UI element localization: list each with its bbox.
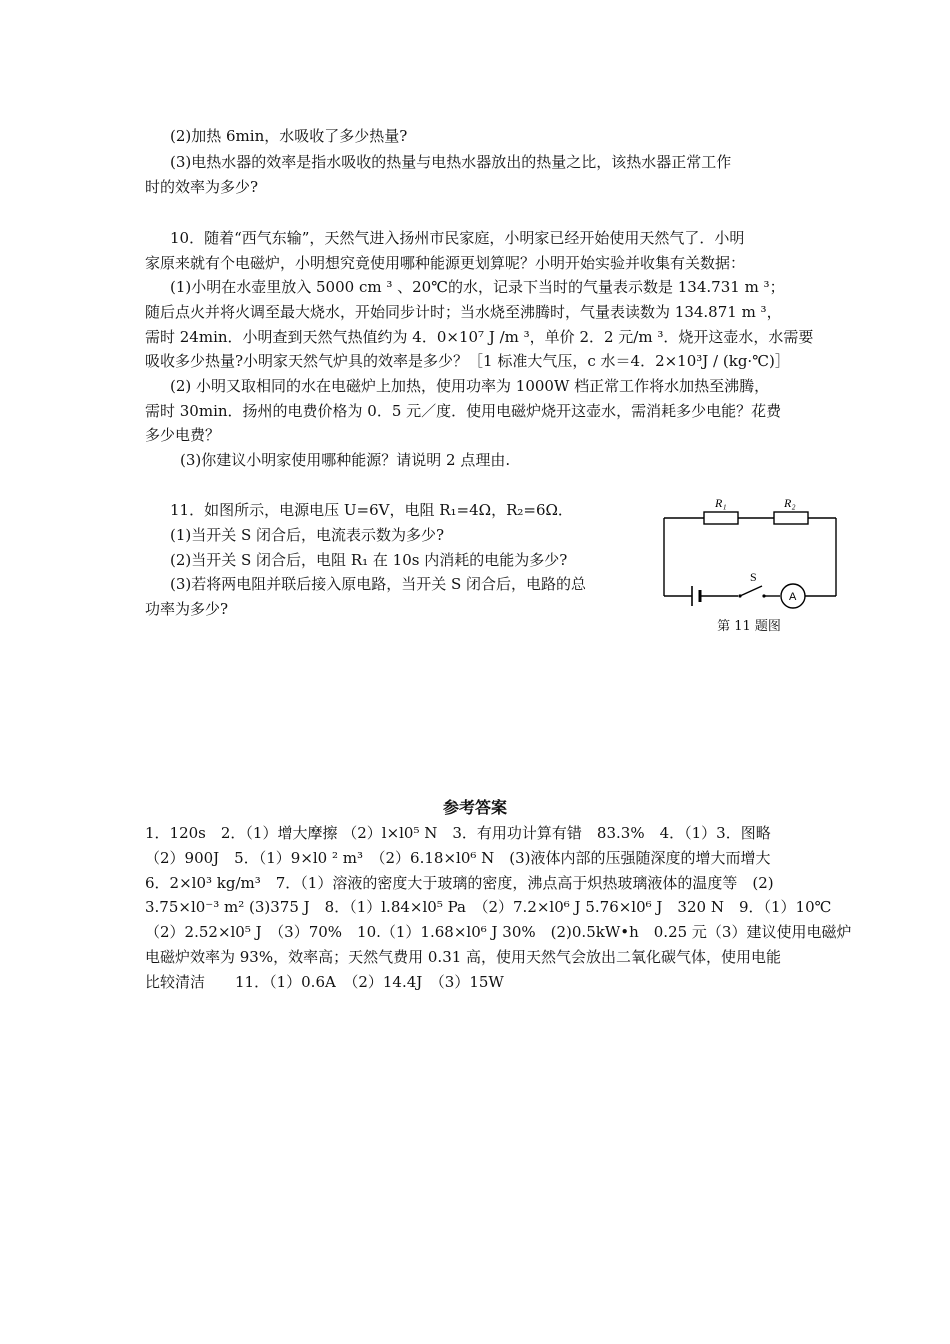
q10-line-5: 需时 24min．小明查到天然气热值约为 4．0×10⁷ J /m ³，单价 2．2 元/m ³．烧开这壶水，水需要	[145, 328, 814, 346]
q9-line-1: (2)加热 6min，水吸收了多少热量?	[170, 127, 408, 145]
r1-label: R₁	[715, 496, 727, 510]
switch-label: S	[750, 570, 757, 584]
figure-caption: 第 11 题图	[717, 619, 781, 634]
q10-line-6: 吸收多少热量?小明家天然气炉具的效率是多少？［1 标准大气压，c 水＝4．2×10³J / (kg·℃)］	[145, 352, 790, 370]
q9-line-2: (3)电热水器的效率是指水吸收的热量与电热水器放出的热量之比，该热水器正常工作	[170, 153, 732, 171]
answer-line-3: 6．2×l0³ kg/m³ 7．（1）溶液的密度大于玻璃的密度，沸点高于炽热玻璃液体的温度等 (2)	[145, 874, 774, 892]
q10-line-4: 随后点火并将火调至最大烧水，开始同步计时；当水烧至沸腾时，气量表读数为 134.871 m ³，	[145, 303, 782, 321]
answer-line-6: 电磁炉效率为 93%，效率高；天然气费用 0.31 高，使用天然气会放出二氧化碳气体，使用电能	[145, 948, 782, 966]
switch-lever	[740, 586, 762, 596]
q10-line-3: (1)小明在水壶里放入 5000 cm ³ 、20℃的水，记录下当时的气量表示数是 134.731 m ³；	[170, 278, 785, 296]
q11-line-1: 11．如图所示，电源电压 U=6V，电阻 R₁=4Ω，R₂=6Ω．	[170, 501, 573, 519]
q10-line-9: 多少电费？	[145, 426, 221, 444]
resistor-r1	[704, 512, 738, 524]
circuit-diagram	[658, 492, 842, 612]
answer-line-5: （2）2.52×l0⁵ J （3）70% 10.（1）1.68×l0⁶ J 30% (2)0.5kW•h 0.25 元（3）建议使用电磁炉	[145, 923, 852, 941]
r2-label: R₂	[784, 496, 796, 510]
answer-line-7: 比较清洁 11．（1）0.6A （2）14.4J （3）15W	[145, 973, 504, 991]
q11-line-5: 功率为多少?	[145, 600, 229, 618]
resistor-r2	[774, 512, 808, 524]
q10-line-1: 10．随着“西气东输”，天然气进入扬州市民家庭，小明家已经开始使用天然气了．小明	[170, 229, 745, 247]
ammeter-label: A	[789, 591, 797, 603]
q10-line-8: 需时 30min．扬州的电费价格为 0．5 元／度．使用电磁炉烧开这壶水，需消耗多少电能？花费	[145, 402, 782, 420]
answer-line-1: 1．120s 2．（1）增大摩擦 （2）l×l0⁵ N 3．有用功计算有错 83.3% 4．（1）3．图略	[145, 824, 771, 842]
q10-line-10: (3)你建议小明家使用哪种能源？请说明 2 点理由.	[180, 451, 511, 469]
answer-line-4: 3.75×l0⁻³ m² (3)375 J 8．（1）l.84×l0⁵ Pa （2）7.2×l0⁶ J 5.76×l0⁶ J 320 N 9．（1）10℃	[145, 898, 832, 916]
answers-title: 参考答案	[442, 798, 507, 817]
q11-line-3: (2)当开关 S 闭合后，电阻 R₁ 在 10s 内消耗的电能为多少?	[170, 551, 568, 569]
q11-line-4: (3)若将两电阻并联后接入原电路，当开关 S 闭合后，电路的总	[170, 575, 587, 593]
q10-line-7: (2) 小明又取相同的水在电磁炉上加热，使用功率为 1000W 档正常工作将水加热至沸腾，	[170, 377, 770, 395]
q11-line-2: (1)当开关 S 闭合后，电流表示数为多少?	[170, 526, 445, 544]
q10-line-2: 家原来就有个电磁炉，小明想究竟使用哪种能源更划算呢？小明开始实验并收集有关数据：	[145, 254, 746, 272]
q9-line-3: 时的效率为多少?	[145, 178, 259, 196]
answer-line-2: （2）900J 5．（1）9×l0 ² m³ （2）6.18×l0⁶ N (3)液体内部的压强随深度的增大而增大	[145, 849, 771, 867]
